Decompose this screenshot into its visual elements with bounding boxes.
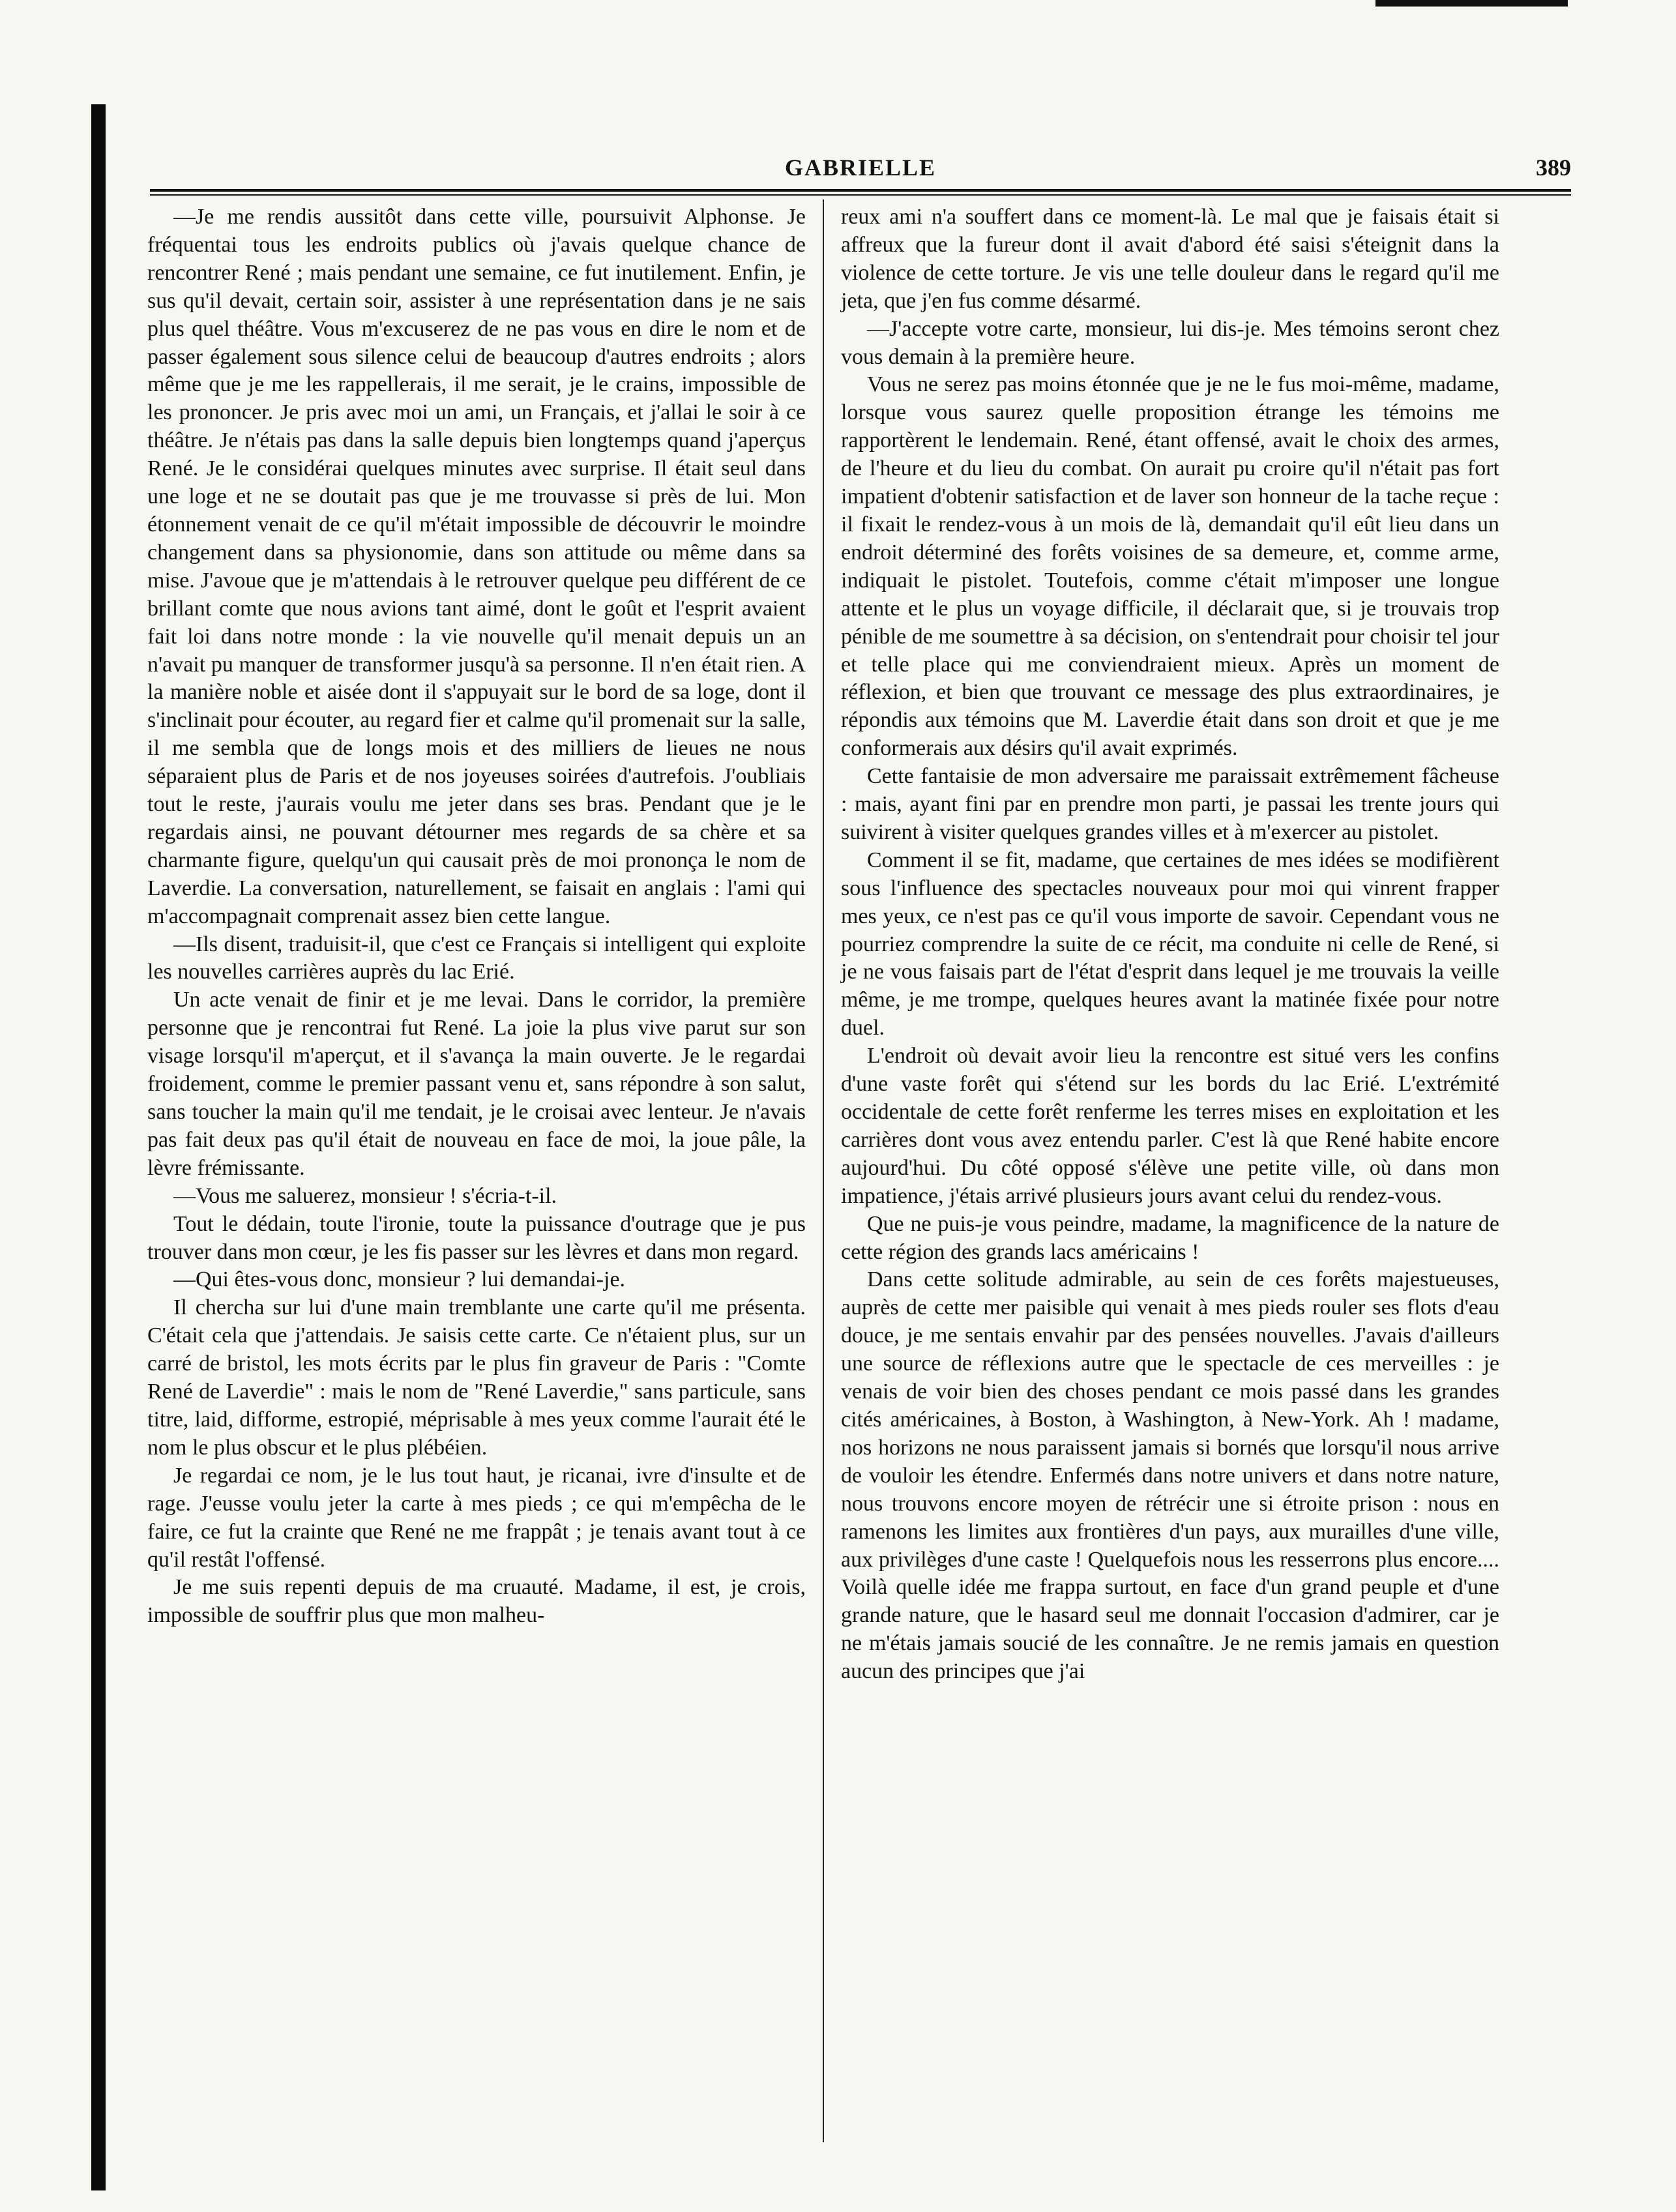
paragraph: —Qui êtes-vous donc, monsieur ? lui demandai-je. <box>173 1267 626 1292</box>
paragraph: Dans cette solitude admirable, au sein de ces forêts majestueuses, auprès de cette mer paisible qui venait à mes pieds rouler ses flots d'eau douce, je me sentais envahir par des pensées nouvelles. J'avais d'ailleurs une source de réflexions autre que le spectacle de ces merveilles : je venais de voir bien des choses pendant ce mois passé dans les grandes cités américaines, à Boston, à Washington, à New-York. Ah ! madame, nos horizons ne nous paraissent jamais si bornés que lorsqu'il nous arrive de vouloir les étendre. Enfermés dans notre univers et dans notre nature, nous trouvons encore moyen de rétrécir une si étroite prison : nous en ramenons les limites aux frontières d'un pays, aux murailles d'une ville, aux privilèges d'une caste ! Quelquefois nous les resserrons plus encore.... Voilà quelle idée me frappa surtout, en face d'un grand peuple et d'une grande nature, que le hasard seul me donnait l'occasion d'admirer, car je ne m'étais jamais soucié de les connaître. Je ne remis jamais en question aucun des principes que j'ai <box>841 1267 1499 1684</box>
page-header <box>150 154 1571 193</box>
paragraph: Un acte venait de finir et je me levai. Dans le corridor, la première personne que je rencontrai fut René. La joie la plus vive parut sur son visage lorsqu'il m'aperçut, et il s'avança la main ouverte. Je le regardai froidement, comme le premier passant venu et, sans répondre à son salut, sans toucher la main qu'il me tendait, je le croisai avec lenteur. Je n'avais pas fait deux pas qu'il était de nouveau en face de moi, la joue pâle, la lèvre frémissante. <box>147 988 806 1180</box>
paragraph: Je regardai ce nom, je le lus tout haut, je ricanai, ivre d'insulte et de rage. J'eusse voulu jeter la carte à mes pieds ; ce qui m'empêcha de le faire, ce fut la crainte que René ne me frappât ; je tenais avant tout à ce qu'il restât l'offensé. <box>147 1463 806 1572</box>
scan-mark <box>1375 0 1568 7</box>
paragraph: Je me suis repenti depuis de ma cruauté. Madame, il est, je crois, impossible de souffrir plus que mon malheu- <box>147 1575 806 1628</box>
running-title: GABRIELLE <box>784 155 937 181</box>
paragraph: Comment il se fit, madame, que certaines de mes idées se modifièrent sous l'influence des spectacles nouveaux pour moi qui vinrent frapper mes yeux, ce n'est pas ce qu'il vous importe de savoir. Cependant vous ne pourriez comprendre la suite de ce récit, ma conduite ni celle de René, si je ne vous faisais part de l'état d'esprit dans lequel je me trouvais la veille même, je me trompe, quelques heures avant la matinée fixée pour notre duel. <box>841 848 1499 1040</box>
paragraph: —Je me rendis aussitôt dans cette ville, poursuivit Alphonse. Je fréquentai tous les endroits publics où j'avais quelque chance de rencontrer René ; mais pendant une semaine, ce fut inutilement. Enfin, je sus qu'il devait, certain soir, assister à une représentation dans je ne sais plus quel théâtre. Vous m'excuserez de ne pas vous en dire le nom et de passer également sous silence celui de beaucoup d'autres endroits ; alors même que je me les rappellerais, il me serait, je le crains, impossible de les prononcer. Je pris avec moi un ami, un Français, et j'allai le soir à ce théâtre. Je n'étais pas dans la salle depuis bien longtemps quand j'aperçus René. Je le considérai quelques minutes avec surprise. Il était seul dans une loge et ne se doutait pas que je me trouvasse si près de lui. Mon étonnement venait de ce qu'il m'était impossible de découvrir le moindre changement dans sa physionomie, dans son attitude ou même dans sa mise. J'avoue que je m'attendais à le retrouver quelque peu différent de ce brillant comte que nous avions tant aimé, dont le goût et l'esprit avaient fait loi dans notre monde : la vie nouvelle qu'il menait depuis un an n'avait pu manquer de transformer jusqu'à sa personne. Il n'en était rien. A la manière noble et aisée dont il s'appuyait sur le bord de sa loge, dont il s'inclinait pour écouter, au regard fier et calme qu'il promenait sur la salle, il me sembla que de longs mois et des milliers de lieues ne nous séparaient plus de Paris et de nos joyeuses soirées d'autrefois. J'oubliais tout le reste, j'aurais voulu me jeter dans ses bras. Pendant que je le regardais ainsi, ne pouvant détourner mes regards de sa chère et sa charmante figure, quelqu'un qui causait près de moi prononça le nom de Laverdie. La conversation, naturellement, se faisait en anglais : l'ami qui m'accompagnait comprenait assez bien cette langue. <box>147 205 806 928</box>
page-number: 389 <box>1536 155 1571 181</box>
paragraph: —J'accepte votre carte, monsieur, lui dis-je. Mes témoins seront chez vous demain à la première heure. <box>841 316 1499 369</box>
right-column <box>841 203 1499 1686</box>
left-column <box>147 203 806 1630</box>
paragraph: Tout le dédain, toute l'ironie, toute la puissance d'outrage que je pus trouver dans mon cœur, je les fis passer sur les lèvres et dans mon regard. <box>147 1211 806 1264</box>
paragraph: Vous ne serez pas moins étonnée que je ne le fus moi-même, madame, lorsque vous saurez quelle proposition étrange les témoins me rapportèrent le lendemain. René, étant offensé, avait le choix des armes, de l'heure et du lieu du combat. On aurait pu croire qu'il n'était pas fort impatient d'obtenir satisfaction et de laver son honneur de la tache reçue : il fixait le rendez-vous à un mois de là, demandait qu'il eût lieu dans un endroit déterminé des forêts voisines de sa demeure, et, comme arme, indiquait le pistolet. Toutefois, comme c'était m'imposer une longue attente et le plus un voyage difficile, il déclarait que, si je trouvais trop pénible de me soumettre à sa décision, on s'entendrait pour choisir tel jour et telle place qui me conviendraient mieux. Après un moment de réflexion, et bien que trouvant ce message des plus extraordinaires, je répondis aux témoins que M. Laverdie était dans son droit et que je me conformerais aux désirs qu'il avait exprimés. <box>841 372 1499 761</box>
paragraph: reux ami n'a souffert dans ce moment-là. Le mal que je faisais était si affreux que la fureur dont il avait d'abord été saisi s'éteignit dans la violence de cette torture. Je vis une telle douleur dans le regard qu'il me jeta, que j'en fus comme désarmé. <box>841 205 1499 313</box>
header-rule <box>150 189 1571 196</box>
paragraph: Que ne puis-je vous peindre, madame, la magnificence de la nature de cette région des grands lacs américains ! <box>841 1211 1499 1264</box>
paragraph: Il chercha sur lui d'une main tremblante une carte qu'il me présenta. C'était cela que j'attendais. Je saisis cette carte. Ce n'étaient plus, sur un carré de bristol, les mots écrits par le plus fin graveur de Paris : "Comte René de Laverdie" : mais le nom de "René Laverdie," sans particule, sans titre, laid, difforme, estropié, méprisable à mes yeux comme l'aurait été le nom le plus obscur et le plus plébéien. <box>147 1295 806 1460</box>
column-divider <box>823 199 824 2142</box>
binding-edge <box>91 104 106 2190</box>
paragraph: —Vous me saluerez, monsieur ! s'écria-t-il. <box>173 1183 557 1208</box>
paragraph: Cette fantaisie de mon adversaire me paraissait extrêmement fâcheuse : mais, ayant fini par en prendre mon parti, je passai les trente jours qui suivirent à visiter quelques grandes villes et à m'exercer au pistolet. <box>841 764 1499 844</box>
paragraph: L'endroit où devait avoir lieu la rencontre est situé vers les confins d'une vaste forêt qui s'étend sur les bords du lac Erié. L'extrémité occidentale de cette forêt renferme les terres mises en exploitation et les carrières dont vous avez entendu parler. C'est là que René habite encore aujourd'hui. Du côté opposé s'élève une petite ville, où dans mon impatience, j'étais arrivé plusieurs jours avant celui du rendez-vous. <box>841 1044 1499 1208</box>
paragraph: —Ils disent, traduisit-il, que c'est ce Français si intelligent qui exploite les nouvelles carrières auprès du lac Erié. <box>147 932 806 984</box>
